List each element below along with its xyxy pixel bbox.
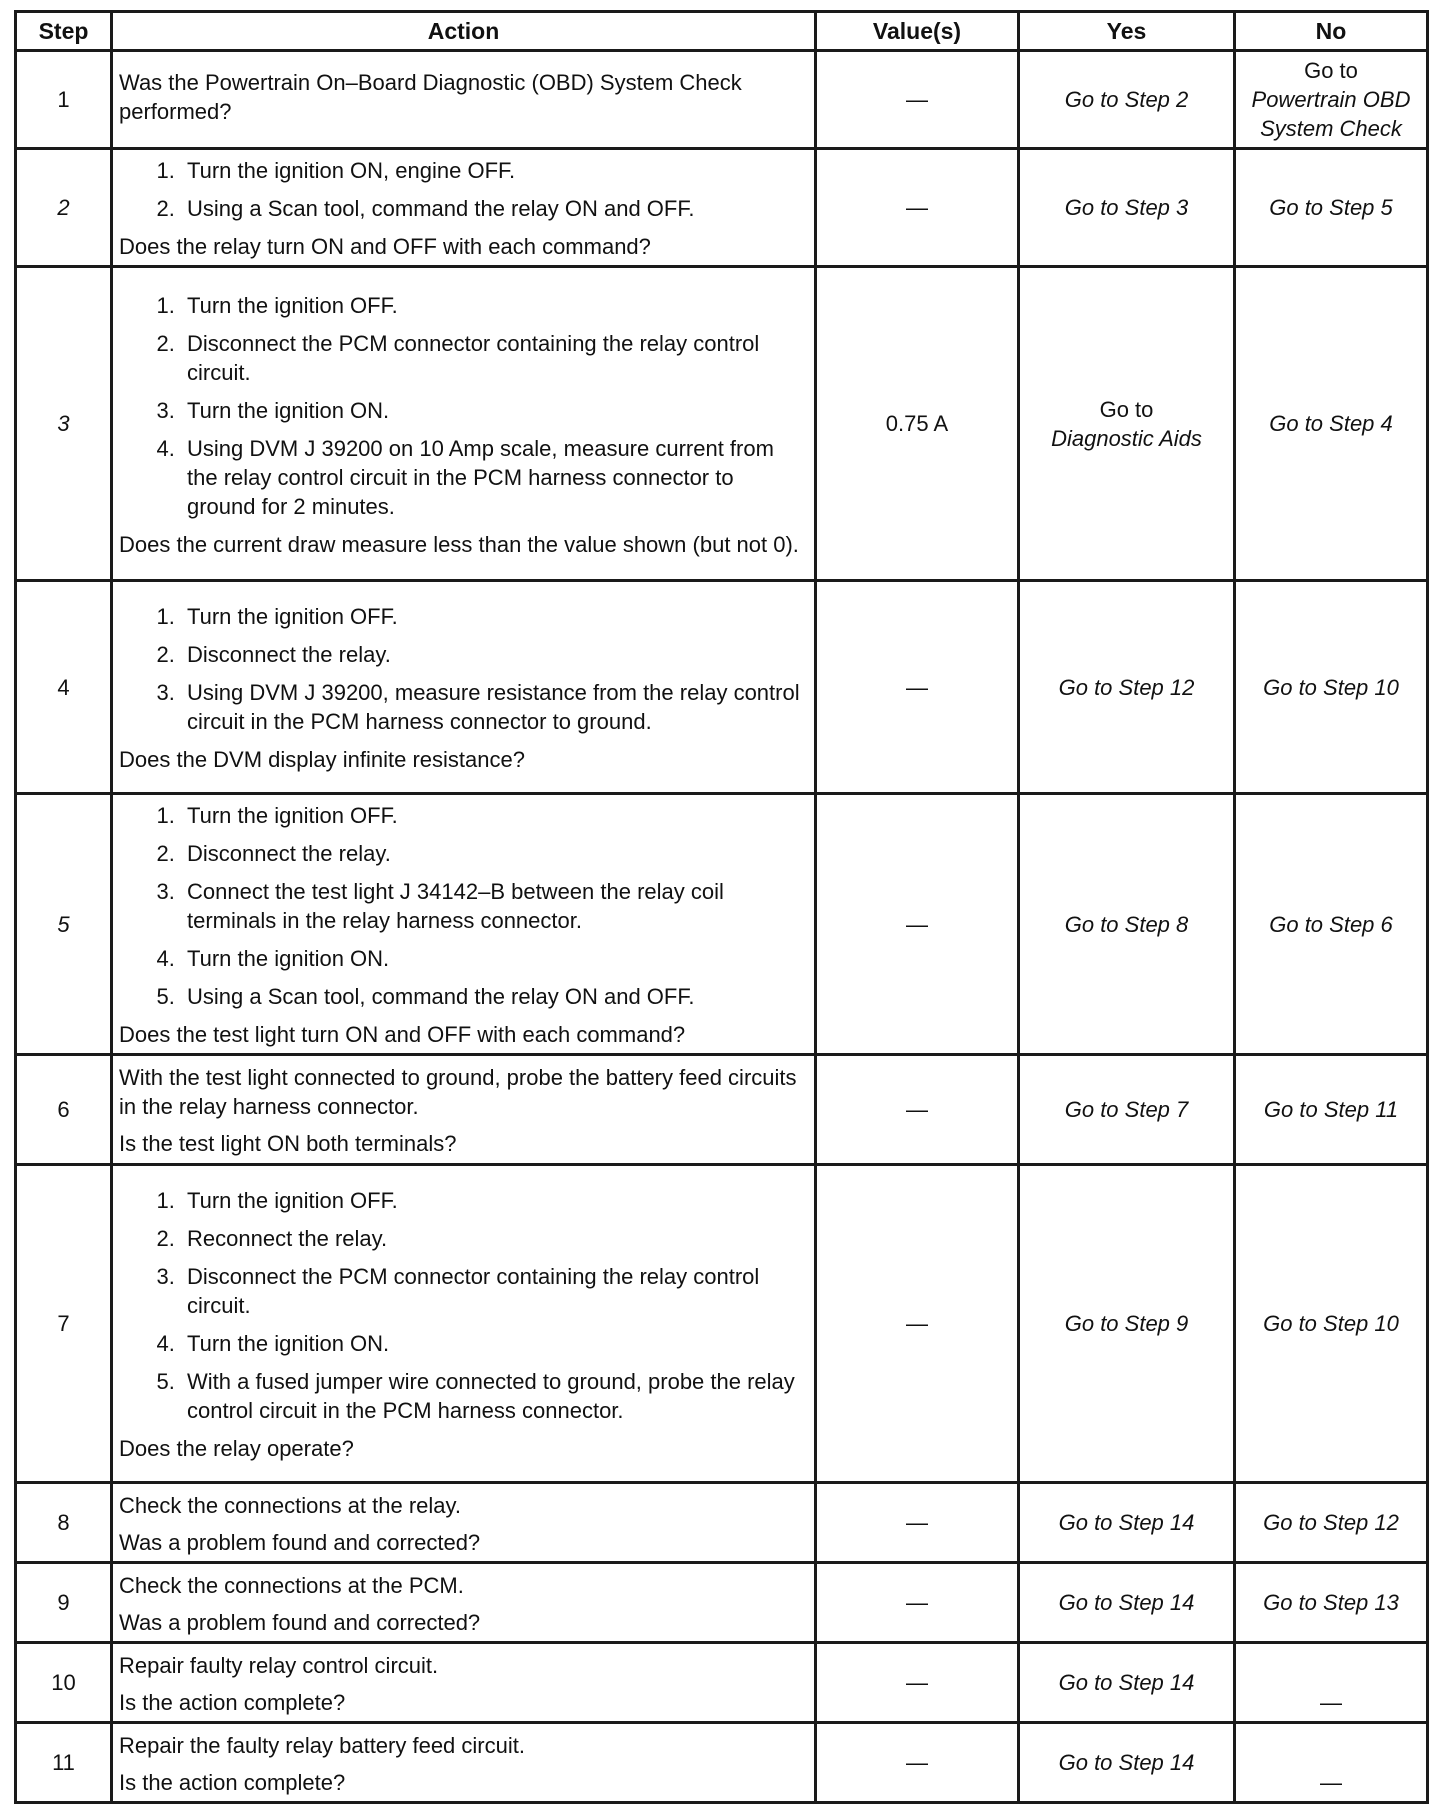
no-cell: Go to Step 5 xyxy=(1235,149,1428,267)
action-cell xyxy=(112,1723,816,1803)
action-step-item: 1. Turn the ignition OFF. xyxy=(181,291,806,320)
action-step-item: 3. Turn the ignition ON. xyxy=(181,396,806,425)
diagnostic-table xyxy=(14,10,1429,1804)
action-question: Is the test light ON both terminals? xyxy=(119,1131,457,1156)
action-instruction: Repair the faulty relay battery feed circuit. xyxy=(119,1732,525,1758)
yes-cell: Go to Step 14 xyxy=(1019,1643,1235,1723)
action-cell xyxy=(112,1165,816,1483)
yes-cell: Go to Step 7 xyxy=(1019,1055,1235,1165)
step-number: 9 xyxy=(16,1563,112,1643)
yes-cell xyxy=(1019,267,1235,581)
table-row-step-2 xyxy=(16,149,1428,267)
table-row-step-8 xyxy=(16,1483,1428,1563)
header-step: Step xyxy=(16,12,112,51)
no-cell: Go to Step 13 xyxy=(1235,1563,1428,1643)
value-cell: — xyxy=(816,581,1019,794)
header-yes: Yes xyxy=(1019,12,1235,51)
action-cell xyxy=(112,794,816,1055)
action-step-item: 5. With a fused jumper wire connected to ground, probe the relay control circuit in the PCM harness connector. xyxy=(181,1367,806,1425)
action-step-item: 3. Connect the test light J 34142–B between the relay coil terminals in the relay harness connector. xyxy=(181,877,806,935)
header-action: Action xyxy=(112,12,816,51)
yes-cell: Go to Step 8 xyxy=(1019,794,1235,1055)
table-row-step-5 xyxy=(16,794,1428,1055)
no-cell: Go to Step 12 xyxy=(1235,1483,1428,1563)
step-number: 3 xyxy=(16,267,112,581)
header-row xyxy=(16,12,1428,51)
value-cell: — xyxy=(816,1165,1019,1483)
action-step-item: 4. Using DVM J 39200 on 10 Amp scale, measure current from the relay control circuit in the PCM harness connector to ground for 2 minutes. xyxy=(181,434,806,521)
step-number: 7 xyxy=(16,1165,112,1483)
value-cell: — xyxy=(816,51,1019,149)
yes-cell: Go to Step 14 xyxy=(1019,1563,1235,1643)
action-question: Is the action complete? xyxy=(119,1769,346,1795)
value-cell: — xyxy=(816,149,1019,267)
value-cell: — xyxy=(816,1483,1019,1563)
table-row-step-10 xyxy=(16,1643,1428,1723)
action-question: Does the test light turn ON and OFF with each command? xyxy=(119,1022,686,1047)
action-step-item: 1. Turn the ignition OFF. xyxy=(181,602,806,631)
action-question: Does the relay operate? xyxy=(119,1436,354,1461)
action-cell xyxy=(112,1563,816,1643)
action-step-item: 4. Turn the ignition ON. xyxy=(181,944,806,973)
table-row-step-1 xyxy=(16,51,1428,149)
action-question: Was a problem found and corrected? xyxy=(119,1609,481,1635)
action-question: Is the action complete? xyxy=(119,1689,346,1715)
yes-cell: Go to Step 9 xyxy=(1019,1165,1235,1483)
no-cell: — xyxy=(1235,1723,1428,1803)
action-cell xyxy=(112,149,816,267)
action-steps xyxy=(119,156,806,223)
action-question: Was the Powertrain On–Board Diagnostic (OBD) System Check performed? xyxy=(119,69,742,124)
table-row-step-11 xyxy=(16,1723,1428,1803)
no-cell: Go to Step 10 xyxy=(1235,1165,1428,1483)
step-number: 11 xyxy=(16,1723,112,1803)
action-cell xyxy=(112,1055,816,1165)
action-question: Does the relay turn ON and OFF with each command? xyxy=(119,234,651,259)
action-step-item: 2. Reconnect the relay. xyxy=(181,1224,806,1253)
no-cell: — xyxy=(1235,1643,1428,1723)
action-step-item: 4. Turn the ignition ON. xyxy=(181,1329,806,1358)
action-step-item: 2. Disconnect the PCM connector containing the relay control circuit. xyxy=(181,329,806,387)
action-cell xyxy=(112,1643,816,1723)
yes-cell: Go to Step 14 xyxy=(1019,1723,1235,1803)
no-prefix: Go to xyxy=(1304,58,1358,83)
action-step-item: 1. Turn the ignition OFF. xyxy=(181,801,806,830)
action-steps xyxy=(119,602,806,736)
yes-cell: Go to Step 3 xyxy=(1019,149,1235,267)
action-step-item: 1. Turn the ignition ON, engine OFF. xyxy=(181,156,806,185)
table-row-step-6 xyxy=(16,1055,1428,1165)
action-instruction: With the test light connected to ground, probe the battery feed circuits in the relay harness connector. xyxy=(119,1065,797,1119)
value-cell: — xyxy=(816,1723,1019,1803)
table-row-step-4 xyxy=(16,581,1428,794)
yes-cell: Go to Step 12 xyxy=(1019,581,1235,794)
yes-cell: Go to Step 2 xyxy=(1019,51,1235,149)
no-cell: Go to Step 10 xyxy=(1235,581,1428,794)
action-cell xyxy=(112,581,816,794)
step-number: 4 xyxy=(16,581,112,794)
action-step-item: 2. Using a Scan tool, command the relay ON and OFF. xyxy=(181,194,806,223)
action-instruction: Repair faulty relay control circuit. xyxy=(119,1652,439,1678)
step-number: 8 xyxy=(16,1483,112,1563)
no-cell: Go to Step 4 xyxy=(1235,267,1428,581)
action-steps xyxy=(119,801,806,1011)
step-number: 1 xyxy=(16,51,112,149)
header-values: Value(s) xyxy=(816,12,1019,51)
table-row-step-3 xyxy=(16,267,1428,581)
step-number: 10 xyxy=(16,1643,112,1723)
yes-prefix: Go to xyxy=(1099,396,1154,422)
action-question: Does the current draw measure less than the value shown (but not 0). xyxy=(119,531,799,557)
action-steps xyxy=(119,291,806,521)
action-step-item: 1. Turn the ignition OFF. xyxy=(181,1186,806,1215)
yes-link: Diagnostic Aids xyxy=(1051,425,1202,451)
action-cell xyxy=(112,1483,816,1563)
value-cell: — xyxy=(816,794,1019,1055)
step-number: 6 xyxy=(16,1055,112,1165)
step-number: 5 xyxy=(16,794,112,1055)
action-cell xyxy=(112,267,816,581)
value-cell: 0.75 A xyxy=(816,267,1019,581)
value-cell: — xyxy=(816,1055,1019,1165)
action-instruction: Check the connections at the PCM. xyxy=(119,1572,464,1598)
yes-cell: Go to Step 14 xyxy=(1019,1483,1235,1563)
action-instruction: Check the connections at the relay. xyxy=(119,1492,462,1518)
step-number: 2 xyxy=(16,149,112,267)
no-cell: Go to Step 11 xyxy=(1235,1055,1428,1165)
action-steps xyxy=(119,1186,806,1425)
action-cell xyxy=(112,51,816,149)
no-cell xyxy=(1235,51,1428,149)
action-step-item: 3. Using DVM J 39200, measure resistance from the relay control circuit in the PCM harness connector to ground. xyxy=(181,678,806,736)
action-step-item: 5. Using a Scan tool, command the relay ON and OFF. xyxy=(181,982,806,1011)
table-row-step-9 xyxy=(16,1563,1428,1643)
action-step-item: 3. Disconnect the PCM connector containing the relay control circuit. xyxy=(181,1262,806,1320)
table-row-step-7 xyxy=(16,1165,1428,1483)
header-no: No xyxy=(1235,12,1428,51)
action-step-item: 2. Disconnect the relay. xyxy=(181,839,806,868)
value-cell: — xyxy=(816,1643,1019,1723)
action-question: Was a problem found and corrected? xyxy=(119,1529,481,1555)
action-question: Does the DVM display infinite resistance? xyxy=(119,747,525,772)
no-link: Powertrain OBD System Check xyxy=(1251,87,1411,141)
no-cell: Go to Step 6 xyxy=(1235,794,1428,1055)
action-step-item: 2. Disconnect the relay. xyxy=(181,640,806,669)
value-cell: — xyxy=(816,1563,1019,1643)
